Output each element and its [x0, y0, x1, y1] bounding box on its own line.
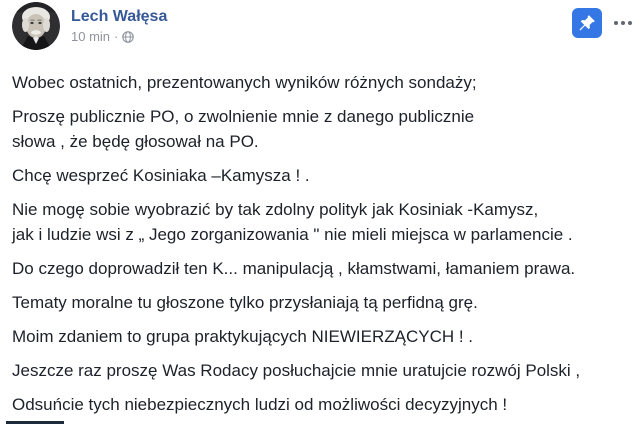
post-paragraph: [12, 256, 636, 281]
post-paragraph: [12, 324, 636, 349]
ellipsis-icon: [614, 21, 618, 25]
post-text-line: Do czego doprowadził ten K... manipulacją , kłamstwami, łamaniem prawa.: [12, 259, 576, 278]
pinned-post-badge[interactable]: [572, 8, 602, 38]
post-paragraph: [12, 197, 636, 247]
post-text-line: Odsuńcie tych niebezpiecznych ludzi od możliwości decyzyjnych !: [12, 395, 508, 414]
post-text-line: Moim zdaniem to grupa praktykujących NIEWIERZĄCYCH ! .: [12, 327, 474, 346]
post-paragraph: [12, 163, 636, 188]
post-text-line: Proszę publicznie PO, o zwolnienie mnie z danego publicznie: [12, 107, 475, 126]
pushpin-icon: [577, 13, 597, 33]
ellipsis-icon: [628, 21, 632, 25]
post-paragraph: [12, 290, 636, 315]
post-text-line: Jeszcze raz proszę Was Rodacy posłuchajcie mnie uratujcie rozwój Polski ,: [12, 361, 581, 380]
post-paragraph: [12, 70, 636, 95]
post-header: [12, 2, 634, 54]
post-paragraph: [12, 392, 636, 417]
portrait-photo: [12, 2, 60, 50]
post-paragraph: [12, 358, 636, 383]
post-meta: [71, 29, 167, 45]
post-text-line: jak i ludzie wsi z „ Jego zorganizowania " nie mieli miejsca w parlamencie .: [12, 225, 573, 244]
post-text-line: Tematy moralne tu głoszone tylko przysłaniają tą perfidną grę.: [12, 293, 478, 312]
meta-separator: ·: [114, 29, 119, 44]
avatar[interactable]: [12, 2, 60, 50]
timestamp[interactable]: 10 min: [71, 29, 111, 44]
header-actions: [572, 2, 634, 38]
globe-icon: [122, 31, 134, 43]
post-body-text: [12, 70, 636, 426]
post-text-line: Chcę wesprzeć Kosiniaka –Kamysza ! .: [12, 166, 310, 185]
post-text-line: Nie mogę sobie wyobrazić by tak zdolny polityk jak Kosiniak -Kamysz,: [12, 200, 539, 219]
author-name-link[interactable]: Lech Wałęsa: [71, 8, 168, 25]
post-paragraph: [12, 104, 636, 154]
more-options-button[interactable]: [612, 15, 634, 31]
post-text-line: słowa , że będę głosował na PO.: [12, 132, 259, 151]
post-text-line: Wobec ostatnich, prezentowanych wyników różnych sondaży;: [12, 73, 477, 92]
header-info: [71, 2, 167, 45]
ellipsis-icon: [621, 21, 625, 25]
